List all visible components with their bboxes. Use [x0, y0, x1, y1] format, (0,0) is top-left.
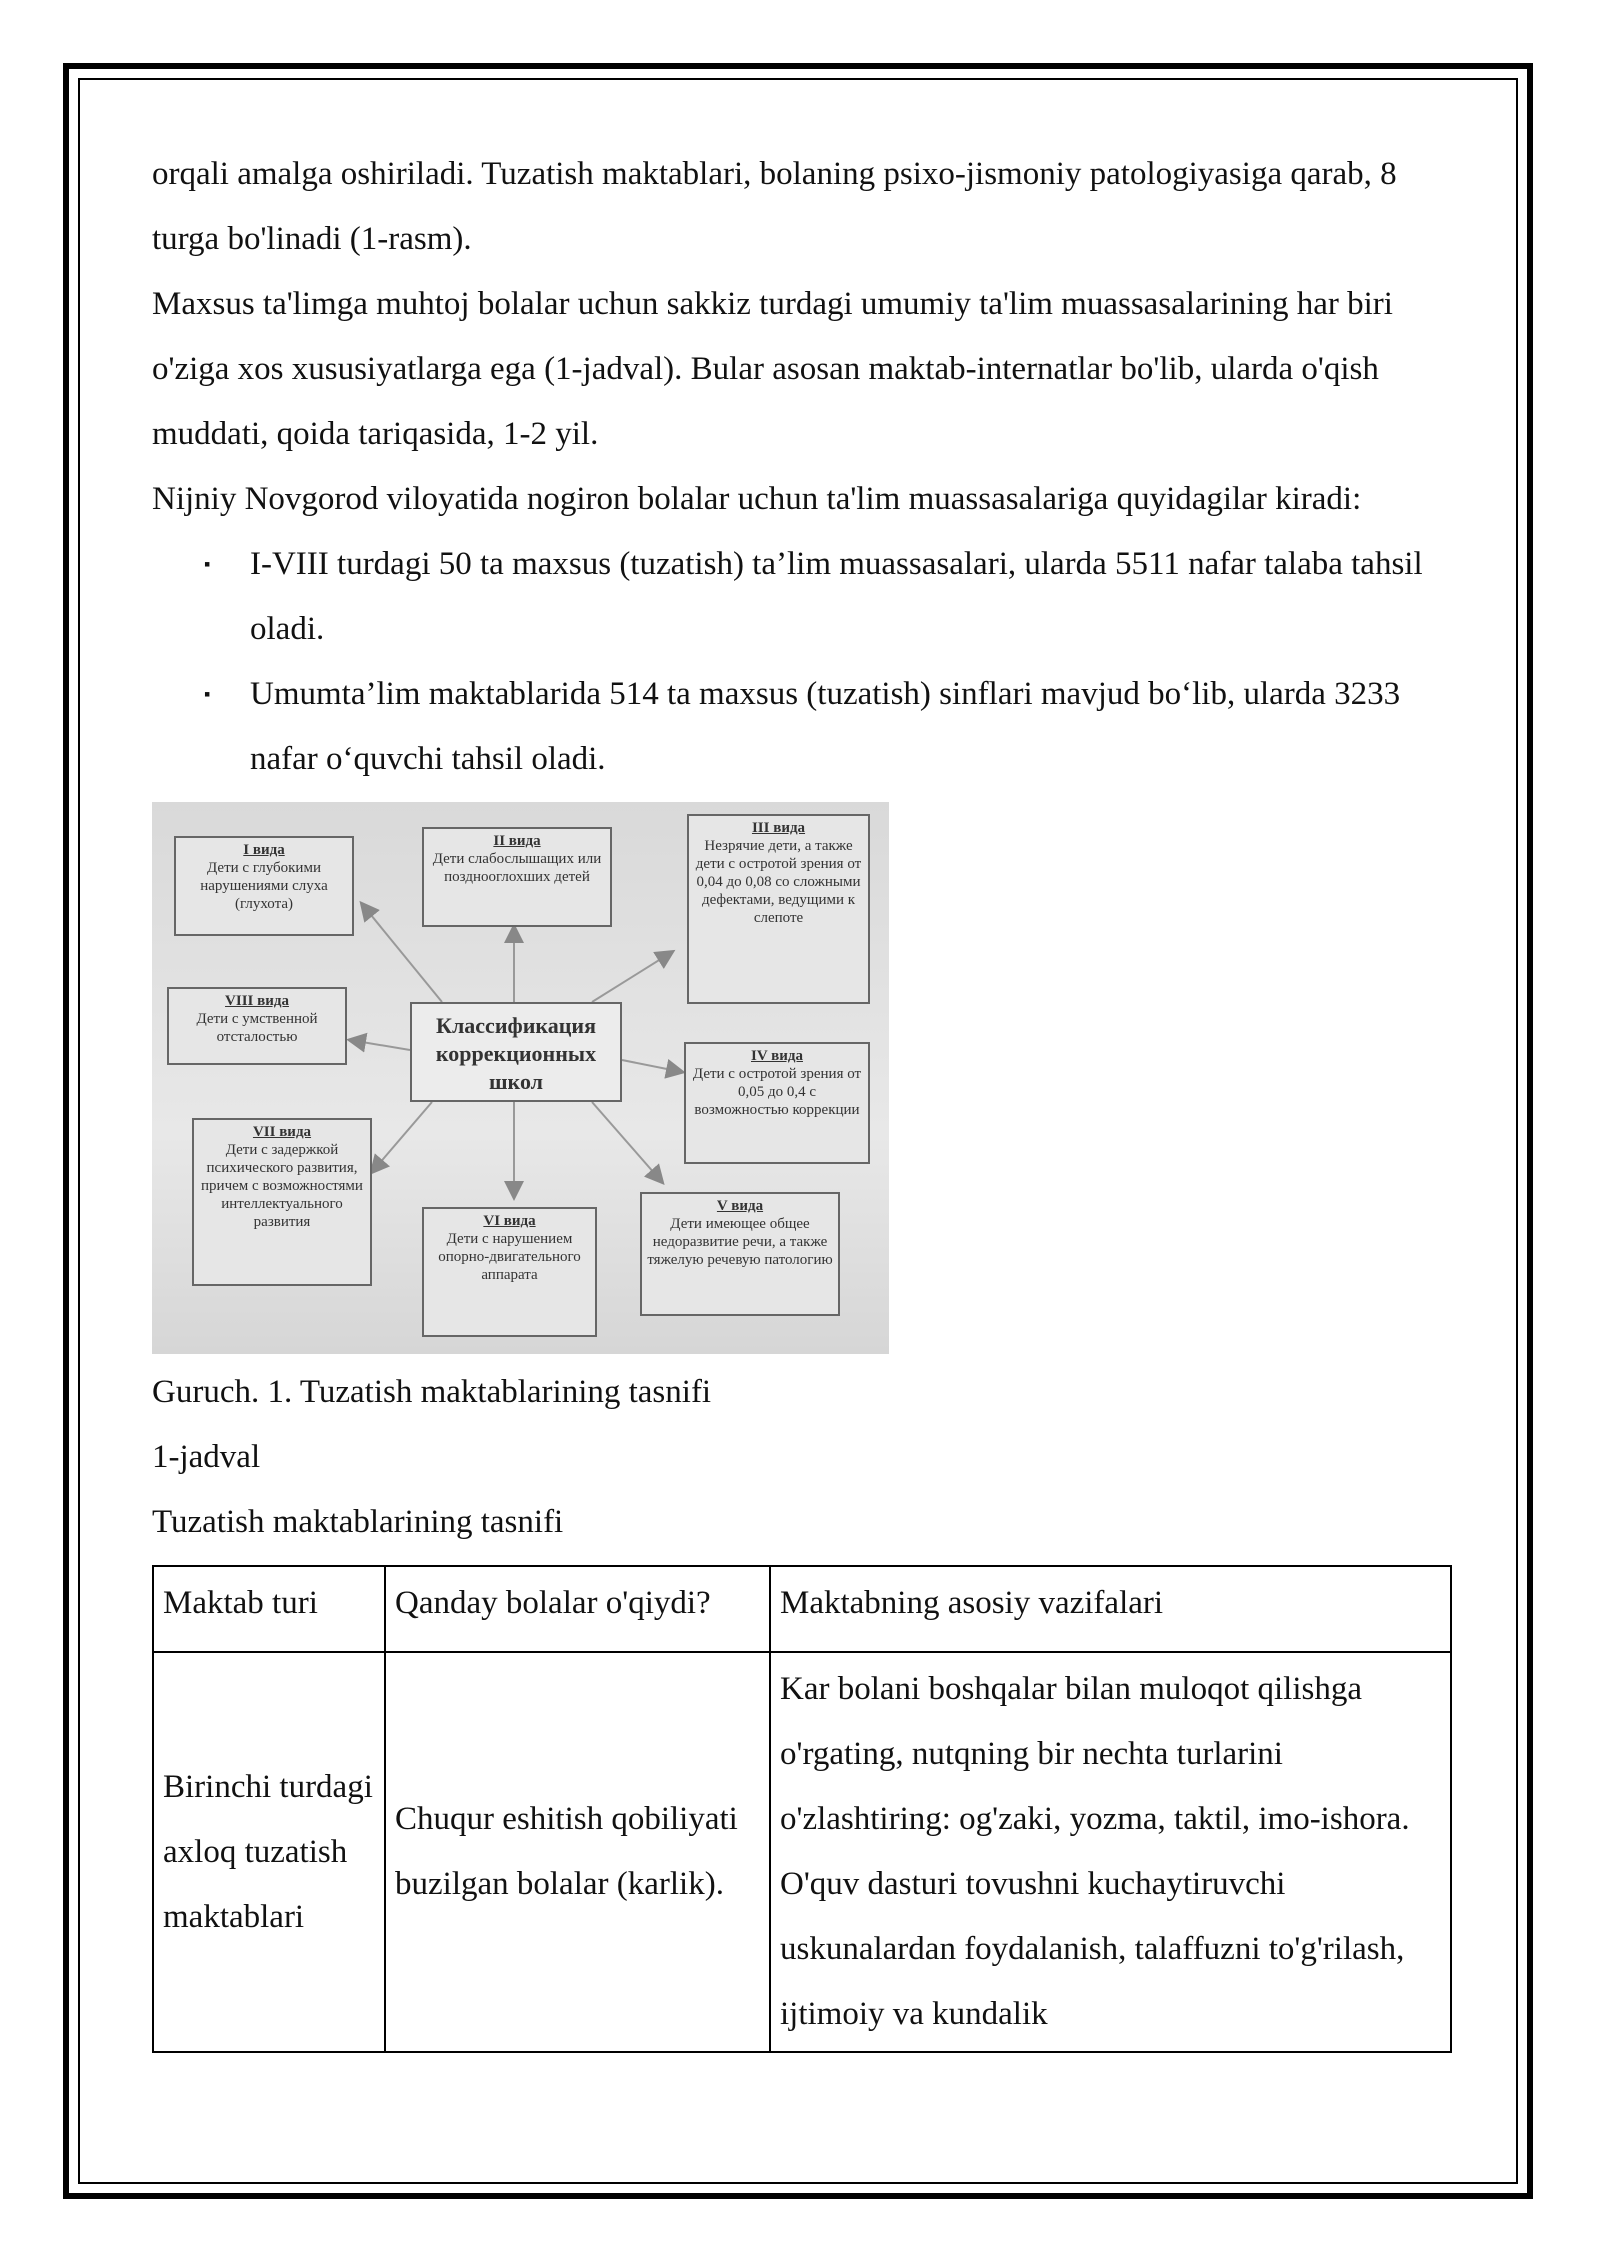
paragraph: Maxsus ta'limga muhtoj bolalar uchun sakkiz turdagi umumiy ta'lim muassasalarining har biri o'ziga xos xususiyatlarga ega (1-jadval). Bular asosan maktab-internatlar bo'lib, ularda o'qish muddati, qoida tariqasida, 1-2 yil.	[152, 286, 1393, 452]
box-text: Дети с остротой зрения от 0,05 до 0,4 с возможностью коррекции	[692, 1066, 862, 1118]
table-header-cell: Qanday bolalar o'qiydi?	[385, 1566, 770, 1652]
box-text: Дети имеющее общее недоразвитие речи, а также тяжелую речевую патологию	[647, 1216, 833, 1268]
list-item	[152, 662, 1452, 792]
box-title: III вида	[751, 820, 806, 836]
box-title: V вида	[716, 1198, 764, 1214]
diagram-box-type-5	[640, 1192, 840, 1316]
table-row	[153, 1652, 1451, 2052]
diagram-box-type-6	[422, 1207, 597, 1337]
list-item	[152, 532, 1452, 662]
paragraph: orqali amalga oshiriladi. Tuzatish maktablari, bolaning psixo-jismoniy patologiyasiga qarab, 8 turga bo'linadi (1-rasm).	[152, 156, 1397, 257]
list-item-text: I-VIII turdagi 50 ta maxsus (tuzatish) ta’lim muassasalari, ularda 5511 nafar talaba tahsil oladi.	[250, 546, 1423, 647]
table-cell: Birinchi turdagi axloq tuzatish maktablari	[153, 1652, 385, 2052]
figure-caption: Guruch. 1. Tuzatish maktablarining tasnifi	[152, 1374, 712, 1410]
table-cell: Kar bolani boshqalar bilan muloqot qilishga o'rgating, nutqning bir nechta turlarini o'zlashtiring: og'zaki, yozma, taktil, imo-ishora. O'quv dasturi tovushni kuchaytiruvchi uskunalardan foydalanish, talaffuzni to'g'rilash, ijtimoiy va kundalik	[770, 1652, 1451, 2052]
box-text: Незрячие дети, а также дети с остротой зрения от 0,04 до 0,08 со сложными дефектами, ведущими к слепоте	[695, 838, 862, 926]
table-label: 1-jadval	[152, 1439, 261, 1475]
table-header-row	[153, 1566, 1451, 1652]
box-text: Дети слабослышащих или позднооглохших детей	[432, 851, 602, 885]
diagram-box-type-2	[422, 827, 612, 927]
arrow	[592, 1102, 662, 1182]
paragraph: Nijniy Novgorod viloyatida nogiron bolalar uchun ta'lim muassasalariga quyidagilar kiradi:	[152, 481, 1362, 517]
table-title: Tuzatish maktablarining tasnifi	[152, 1504, 564, 1540]
box-title: VII вида	[252, 1124, 312, 1140]
diagram-box-type-8	[167, 987, 347, 1065]
arrow	[350, 1040, 410, 1050]
diagram-box-type-3	[687, 814, 870, 1004]
box-title: II вида	[493, 833, 541, 849]
bullet-list	[152, 532, 1452, 792]
diagram-box-type-7	[192, 1118, 372, 1286]
box-title: IV вида	[751, 1048, 803, 1064]
box-text: Дети с задержкой психического развития, причем с возможностями интеллектуального развития	[201, 1142, 363, 1230]
classification-table	[152, 1565, 1452, 2053]
table-header-cell: Maktabning asosiy vazifalari	[770, 1566, 1451, 1652]
box-title: VIII вида	[225, 993, 289, 1009]
box-title: I вида	[243, 842, 285, 858]
table-header-cell: Maktab turi	[153, 1566, 385, 1652]
diagram-box-type-1	[174, 836, 354, 936]
classification-diagram	[152, 802, 889, 1354]
diagram-box-type-4	[684, 1042, 870, 1164]
box-text: Дети с глубокими нарушениями слуха (глухота)	[200, 860, 328, 912]
bullet-icon: ▪	[204, 554, 211, 574]
list-item-text: Umumta’lim maktablarida 514 ta maxsus (tuzatish) sinflari mavjud bo‘lib, ularda 3233 nafar o‘quvchi tahsil oladi.	[250, 676, 1401, 777]
document-body	[152, 142, 1452, 2053]
arrow	[622, 1060, 682, 1072]
table-cell: Chuqur eshitish qobiliyati buzilgan bolalar (karlik).	[385, 1652, 770, 2052]
box-text: Дети с нарушением опорно-двигательного аппарата	[438, 1231, 581, 1283]
arrow	[372, 1102, 432, 1172]
arrow	[592, 952, 672, 1002]
box-text: Дети с умственной отсталостью	[196, 1011, 318, 1045]
diagram-center-label: Классификация коррекционных школ	[410, 1002, 622, 1102]
box-title: VI вида	[483, 1213, 536, 1229]
bullet-icon: ▪	[204, 684, 211, 704]
